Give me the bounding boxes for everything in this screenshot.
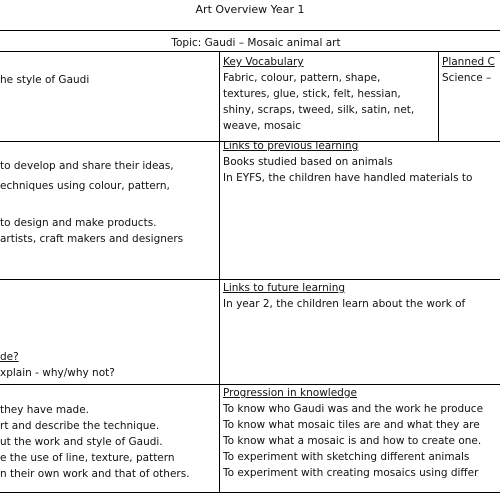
question-line: xplain - why/why not? — [0, 367, 115, 379]
planned-heading: Planned C — [442, 56, 495, 68]
progression-line: To experiment with creating mosaics using differ — [223, 467, 479, 479]
future-learning — [223, 280, 500, 312]
key-vocabulary — [223, 54, 435, 134]
table-border-top — [0, 30, 500, 31]
previous-learning-line: Books studied based on animals — [223, 156, 393, 168]
aim-text: he style of Gaudi — [0, 74, 90, 86]
progression-heading: Progression in knowledge — [223, 387, 357, 399]
future-learning-line: In year 2, the children learn about the work of — [223, 298, 466, 310]
row-divider — [0, 51, 500, 52]
progression-line: To know what mosaic tiles are and what they are — [223, 419, 480, 431]
evaluation-line: ut the work and style of Gaudi. — [0, 436, 163, 448]
vocab-line: textures, glue, stick, felt, hessian, — [223, 88, 401, 100]
table-border-bottom — [0, 492, 500, 493]
topic-heading: Topic: Gaudi – Mosaic animal art — [171, 37, 341, 49]
future-learning-heading: Links to future learning — [223, 282, 346, 294]
vocab-line: weave, mosaic — [223, 120, 302, 132]
column-divider — [438, 51, 439, 141]
evaluation-list — [0, 402, 216, 482]
vocab-line: Fabric, colour, pattern, shape, — [223, 72, 381, 84]
progression-line: To experiment with sketching different animals — [223, 451, 470, 463]
questions-list — [0, 349, 216, 381]
evaluation-line: they have made. — [0, 404, 90, 416]
evaluation-line: n their own work and that of others. — [0, 468, 190, 480]
vocab-line: shiny, scraps, tweed, silk, satin, net, — [223, 104, 415, 116]
progression-line: To know who Gaudi was and the work he produce — [223, 403, 484, 415]
skills-line: artists, craft makers and designers — [0, 233, 184, 245]
previous-learning-heading: Links to previous learning — [223, 140, 359, 152]
previous-learning — [223, 138, 500, 186]
overview-table — [0, 30, 500, 500]
skills-line: echniques using colour, pattern, — [0, 180, 170, 192]
evaluation-line: rt and describe the technique. — [0, 420, 160, 432]
key-vocabulary-heading: Key Vocabulary — [223, 56, 304, 68]
planned-curriculum — [442, 54, 500, 86]
skills-line: to design and make products. — [0, 217, 157, 229]
previous-learning-line: In EYFS, the children have handled materials to — [223, 172, 473, 184]
planned-line: Science – — [442, 72, 492, 84]
progression-line: To know what a mosaic is and how to create one. — [223, 435, 482, 447]
skills-list — [0, 158, 216, 247]
question-line: de? — [0, 351, 19, 363]
progression-in-knowledge — [223, 385, 500, 481]
skills-line: to develop and share their ideas, — [0, 160, 174, 172]
column-divider — [219, 51, 220, 492]
evaluation-line: e the use of line, texture, pattern — [0, 452, 175, 464]
page-title: Art Overview Year 1 — [195, 3, 305, 16]
